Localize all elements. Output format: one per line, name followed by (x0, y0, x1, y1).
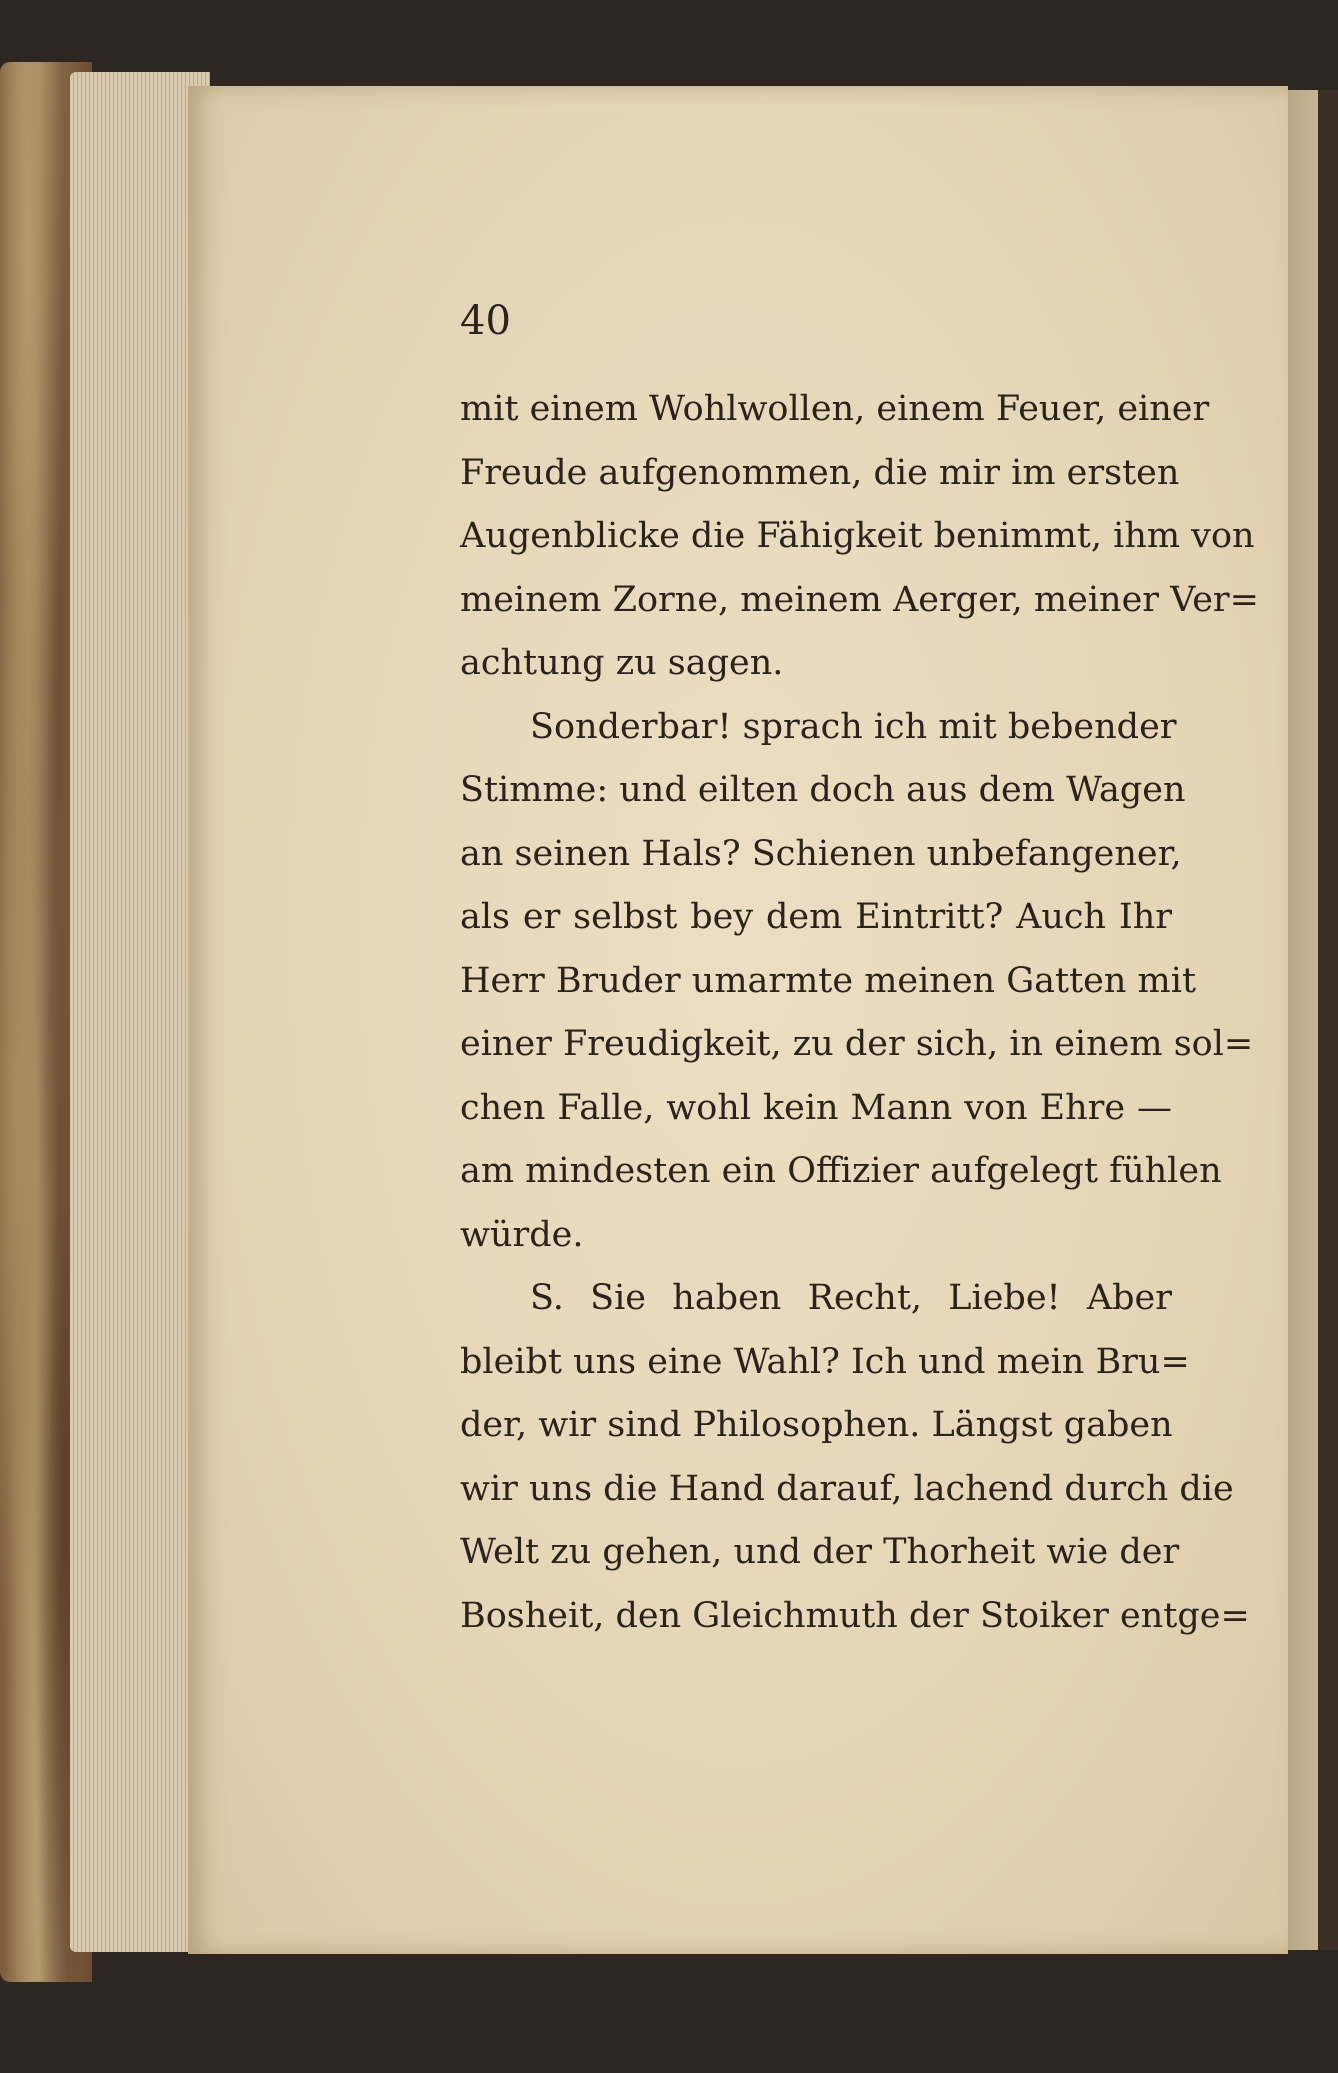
text-line: bleibt uns eine Wahl? Ich und mein Bru= (460, 1341, 1190, 1382)
text-line: der, wir sind Philosophen. Längst gaben (460, 1405, 1173, 1445)
text-line: achtung zu sagen. (460, 643, 784, 683)
text-line: Herr Bruder umarmte meinen Gatten mit (460, 960, 1197, 1001)
text-line: am mindesten ein Offizier aufgelegt fühlen (460, 1151, 1222, 1191)
text-line: Bosheit, den Gleichmuth der Stoiker entge= (460, 1595, 1250, 1636)
text-line: an seinen Hals? Schienen unbefangener, (460, 833, 1182, 874)
text-line: einer Freudigkeit, zu der sich, in einem sol= (460, 1024, 1254, 1064)
text-line: Sonderbar! sprach ich mit bebender (530, 706, 1177, 747)
text-line: mit einem Wohlwollen, einem Feuer, einer (460, 389, 1210, 429)
text-line: Stimme: und eilten doch aus dem Wagen (460, 770, 1186, 810)
right-cover-edge (1318, 90, 1338, 1950)
text-line: würde. (460, 1214, 584, 1255)
text-line: chen Falle, wohl kein Mann von Ehre — (460, 1087, 1172, 1128)
body-text (460, 378, 1259, 1648)
text-line: Welt zu gehen, und der Thorheit wie der (460, 1532, 1180, 1572)
page-number: 40 (460, 298, 511, 344)
text-line: meinem Zorne, meinem Aerger, meiner Ver= (460, 579, 1259, 620)
text-line: Freude aufgenommen, die mir im ersten (460, 452, 1180, 493)
text-line: wir uns die Hand darauf, lachend durch die (460, 1468, 1234, 1509)
text-line: als er selbst bey dem Eintritt? Auch Ihr (460, 897, 1172, 937)
text-line: S. Sie haben Recht, Liebe! Aber (530, 1278, 1172, 1318)
text-line: Augenblicke die Fähigkeit benimmt, ihm von (460, 516, 1255, 556)
